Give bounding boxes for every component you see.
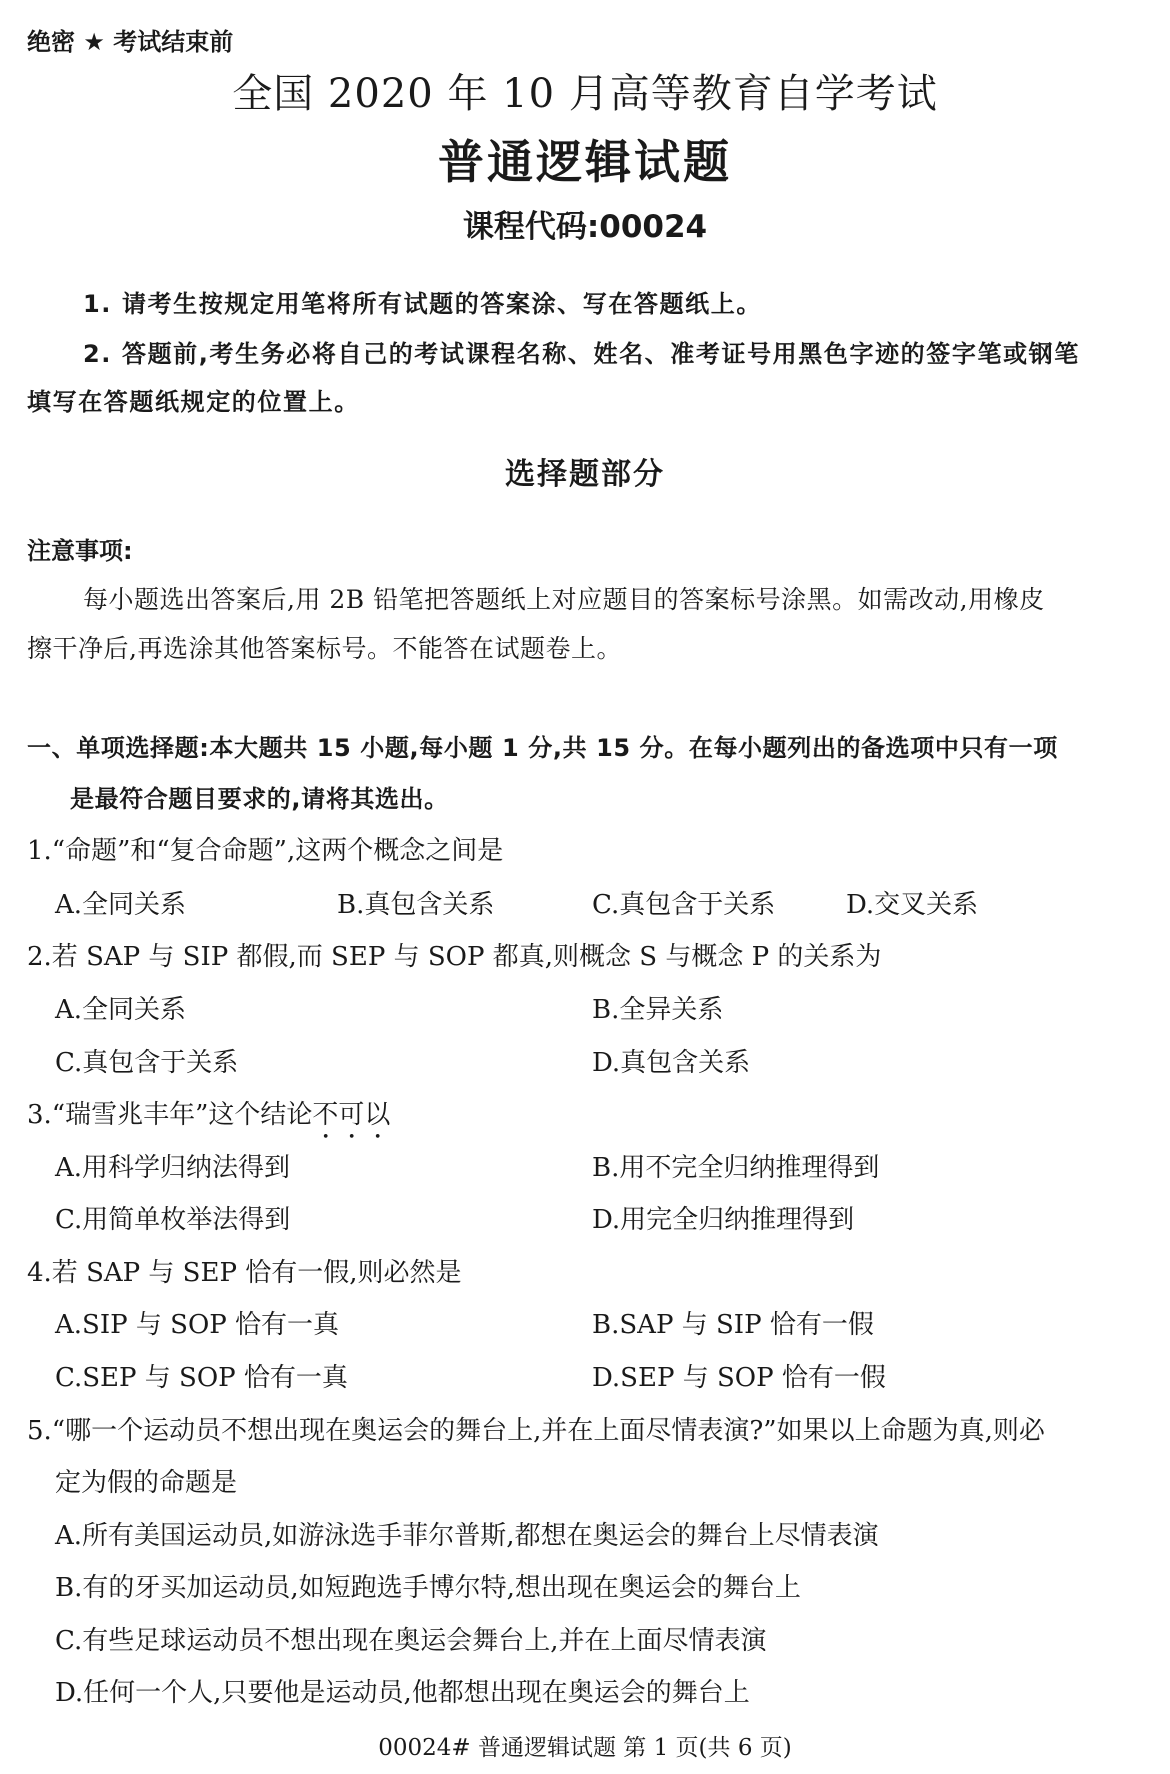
section-heading: 一、单项选择题:本大题共 15 小题,每小题 1 分,共 15 分。在每小题列出的备选项中只有一项 bbox=[27, 734, 1058, 762]
secrecy-label: 绝密 ★ 考试结束前 bbox=[27, 28, 234, 56]
question-4-option-b: B.SAP 与 SIP 恰有一假 bbox=[592, 1310, 874, 1340]
instruction-1: 1. 请考生按规定用笔将所有试题的答案涂、写在答题纸上。 bbox=[83, 290, 762, 318]
question-2-option-d: D.真包含关系 bbox=[592, 1048, 751, 1078]
question-3-stem-emphasis: 不可以 bbox=[312, 1100, 391, 1130]
question-3-stem-text: 3.“瑞雪兆丰年”这个结论 bbox=[27, 1100, 313, 1130]
question-2-stem: 2.若 SAP 与 SIP 都假,而 SEP 与 SOP 都真,则概念 S 与概念 P 的关系为 bbox=[27, 942, 882, 972]
question-4-stem: 4.若 SAP 与 SEP 恰有一假,则必然是 bbox=[27, 1258, 462, 1288]
section-heading-cont: 是最符合题目要求的,请将其选出。 bbox=[70, 785, 449, 813]
question-2-option-c: C.真包含于关系 bbox=[55, 1048, 239, 1078]
question-2-option-a: A.全同关系 bbox=[55, 995, 187, 1025]
question-5-stem: 5.“哪一个运动员不想出现在奥运会的舞台上,并在上面尽情表演?”如果以上命题为真,则必 bbox=[27, 1416, 1045, 1446]
question-2-option-b: B.全异关系 bbox=[592, 995, 724, 1025]
question-3-option-c: C.用简单枚举法得到 bbox=[55, 1205, 291, 1235]
question-3-option-d: D.用完全归纳推理得到 bbox=[592, 1205, 855, 1235]
question-5-stem-cont: 定为假的命题是 bbox=[55, 1468, 238, 1498]
question-1-option-a: A.全同关系 bbox=[55, 890, 187, 920]
question-1-option-c: C.真包含于关系 bbox=[592, 890, 776, 920]
question-1-option-b: B.真包含关系 bbox=[337, 890, 495, 920]
question-3-stem bbox=[27, 1089, 390, 1141]
question-1-option-d: D.交叉关系 bbox=[846, 890, 979, 920]
page-footer: 00024# 普通逻辑试题 第 1 页(共 6 页) bbox=[378, 1735, 792, 1761]
question-3-option-a: A.用科学归纳法得到 bbox=[55, 1153, 291, 1183]
question-3-option-b: B.用不完全归纳推理得到 bbox=[592, 1153, 880, 1183]
question-1-stem: 1.“命题”和“复合命题”,这两个概念之间是 bbox=[27, 836, 504, 866]
question-4-option-d: D.SEP 与 SOP 恰有一假 bbox=[592, 1363, 886, 1393]
question-5-option-b: B.有的牙买加运动员,如短跑选手博尔特,想出现在奥运会的舞台上 bbox=[55, 1573, 801, 1603]
instruction-2-cont: 填写在答题纸规定的位置上。 bbox=[27, 388, 360, 416]
notice-line-2: 擦干净后,再选涂其他答案标号。不能答在试题卷上。 bbox=[27, 634, 622, 663]
question-5-option-d: D.任何一个人,只要他是运动员,他都想出现在奥运会的舞台上 bbox=[55, 1678, 750, 1708]
course-code: 课程代码:00024 bbox=[462, 209, 708, 245]
question-4-option-a: A.SIP 与 SOP 恰有一真 bbox=[55, 1310, 340, 1340]
exam-title: 全国 2020 年 10 月高等教育自学考试 bbox=[232, 71, 938, 117]
page-title: 普通逻辑试题 bbox=[438, 135, 732, 189]
question-4-option-c: C.SEP 与 SOP 恰有一真 bbox=[55, 1363, 348, 1393]
notice-title: 注意事项: bbox=[27, 537, 133, 565]
notice-line-1: 每小题选出答案后,用 2B 铅笔把答题纸上对应题目的答案标号涂黑。如需改动,用橡皮 bbox=[83, 585, 1045, 614]
instruction-2: 2. 答题前,考生务必将自己的考试课程名称、姓名、准考证号用黑色字迹的签字笔或钢笔 bbox=[83, 340, 1080, 368]
question-5-option-c: C.有些足球运动员不想出现在奥运会舞台上,并在上面尽情表演 bbox=[55, 1626, 767, 1656]
part-title: 选择题部分 bbox=[505, 457, 665, 492]
question-5-option-a: A.所有美国运动员,如游泳选手菲尔普斯,都想在奥运会的舞台上尽情表演 bbox=[55, 1521, 879, 1551]
